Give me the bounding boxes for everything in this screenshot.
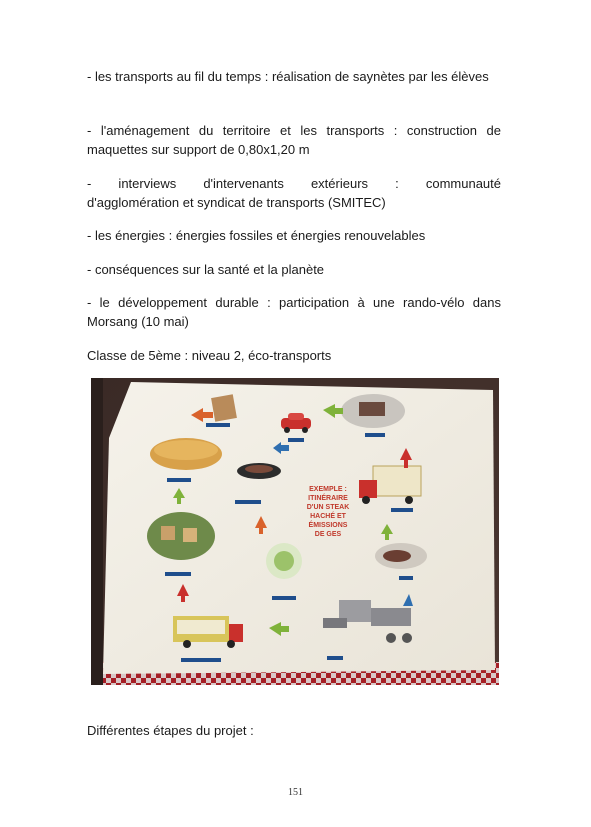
paragraph-health-planet: - conséquences sur la santé et la planète	[87, 262, 325, 277]
poster-title-line-6: DE GES	[314, 531, 342, 538]
poster-title-line-5: ÉMISSIONS	[308, 522, 348, 529]
paragraph-transports-time: - les transports au fil du temps : réalisation de saynètes par les élèves	[87, 69, 489, 84]
page-number: 151	[288, 787, 303, 798]
poster-photo	[91, 378, 499, 685]
poster-title-line-4: HACHÉ ET	[310, 513, 346, 520]
poster-illustration	[91, 378, 499, 685]
paragraph-energies: - les énergies : énergies fossiles et énergies renouvelables	[87, 228, 426, 243]
paragraph-interviews-line2: d'agglomération et syndicat de transports (SMITEC)	[87, 195, 386, 210]
paragraph-sustainable-development: - le développement durable : participation à une rando-vélo dans Morsang (10 mai)	[87, 295, 501, 329]
photo-caption: Classe de 5ème : niveau 2, éco-transports	[87, 348, 332, 363]
poster-title-line-1: EXEMPLE :	[309, 486, 347, 493]
photo-left-shadow	[91, 378, 103, 685]
project-steps-heading: Différentes étapes du projet :	[87, 723, 254, 738]
paragraph-interviews-line1: - interviews d'intervenants extérieurs : communauté	[87, 176, 501, 191]
poster-title-line-3: D'UN STEAK	[306, 504, 350, 511]
paragraph-territory-transport: - l'aménagement du territoire et les transports : construction de maquettes sur support de 0,80x1,20 m	[87, 123, 501, 157]
poster-title-line-2: ITINÉRAIRE	[308, 495, 348, 502]
